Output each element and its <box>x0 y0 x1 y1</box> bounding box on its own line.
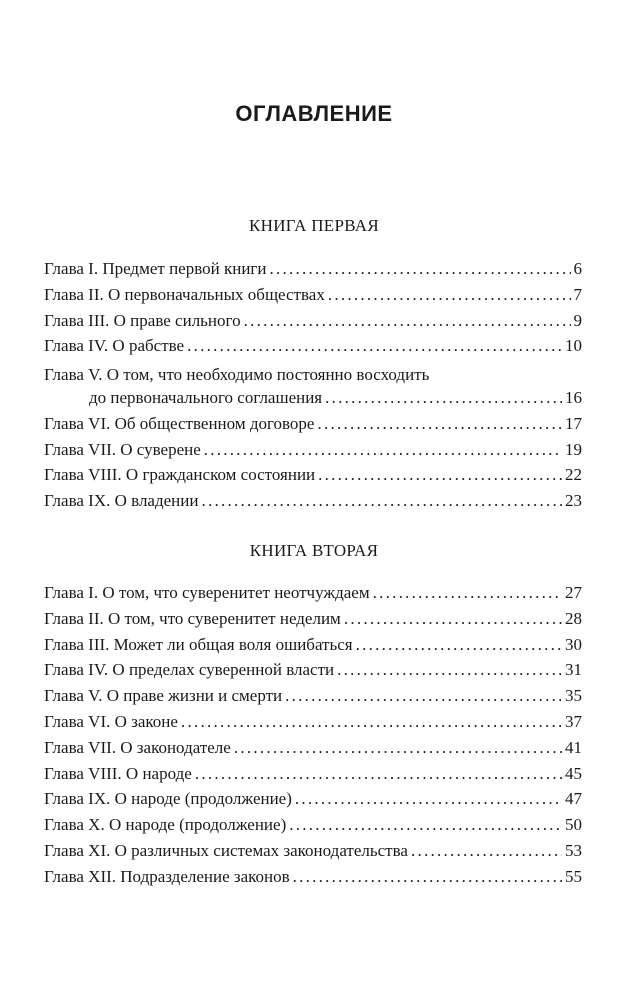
toc-entry-title-continuation: до первоначального соглашения <box>89 387 323 407</box>
toc-entry[interactable] <box>44 285 582 311</box>
toc-leader-dots <box>293 867 562 887</box>
toc-entry-page: 23 <box>565 491 582 511</box>
toc-entry-page: 10 <box>565 336 582 356</box>
toc-entry[interactable] <box>44 583 582 609</box>
toc-entry-title: Глава IX. О владении <box>44 491 199 511</box>
page-title: ОГЛАВЛЕНИЕ <box>235 100 393 126</box>
toc-entry[interactable] <box>44 336 582 362</box>
toc-entry-title: Глава I. Предмет первой книги <box>44 259 267 278</box>
toc-leader-dots <box>289 815 562 835</box>
toc-entry[interactable] <box>44 764 582 790</box>
toc-leader-dots <box>244 311 571 331</box>
book-one-heading: КНИГА ПЕРВАЯ <box>249 216 379 235</box>
toc-entry-page: 7 <box>573 284 582 304</box>
toc-entry-page: 47 <box>565 789 582 809</box>
toc-entry-title: Глава V. О том, что необходимо постоянно восходить <box>44 365 430 385</box>
toc-leader-dots <box>317 414 562 434</box>
toc-entry-title: Глава XI. О различных системах законодательства <box>44 840 408 860</box>
toc-entry[interactable] <box>44 414 582 440</box>
toc-entry-page: 50 <box>565 815 582 835</box>
toc-entry-page: 16 <box>565 387 582 407</box>
toc-entry-title: Глава I. О том, что суверенитет неотчуждаем <box>44 583 370 602</box>
toc-entry-title: Глава IX. О народе (продолжение) <box>44 789 292 809</box>
toc-leader-dots <box>325 388 562 408</box>
toc-entry[interactable] <box>44 259 582 285</box>
toc-entry[interactable] <box>44 712 582 738</box>
toc-entry-page: 22 <box>565 465 582 485</box>
book-two-heading: КНИГА ВТОРАЯ <box>249 541 379 560</box>
toc-leader-dots <box>201 491 562 511</box>
toc-leader-dots <box>187 336 562 356</box>
toc-entry-page: 41 <box>565 737 582 757</box>
toc-entry-title: Глава IV. О пределах суверенной власти <box>44 660 335 680</box>
toc-entry[interactable] <box>44 789 582 815</box>
toc-entry-title: Глава VI. О законе <box>44 711 178 731</box>
toc-entry[interactable] <box>44 609 582 635</box>
toc-entry[interactable] <box>44 440 582 466</box>
toc-entry-page: 28 <box>565 608 582 628</box>
toc-leader-dots <box>337 660 562 680</box>
toc-entry[interactable] <box>44 867 582 893</box>
toc-leader-dots <box>356 635 562 655</box>
toc-entry-title: Глава VI. Об общественном договоре <box>44 413 315 433</box>
toc-entry[interactable] <box>44 311 582 337</box>
toc-entry-page: 27 <box>565 583 582 602</box>
toc-entry[interactable] <box>44 686 582 712</box>
toc-leader-dots <box>270 259 571 279</box>
toc-entry[interactable] <box>44 738 582 764</box>
toc-entry[interactable] <box>44 660 582 686</box>
toc-entry-page: 31 <box>565 660 582 680</box>
toc-leader-dots <box>373 583 562 603</box>
toc-leader-dots <box>411 841 562 861</box>
toc-leader-dots <box>285 686 562 706</box>
toc-entry[interactable] <box>44 465 582 491</box>
toc-entry-title: Глава II. О первоначальных обществах <box>44 284 325 304</box>
toc-entry-title: Глава VIII. О народе <box>44 763 192 783</box>
toc-entry[interactable] <box>44 491 582 517</box>
toc-entry-title: Глава X. О народе (продолжение) <box>44 815 287 835</box>
toc-entry-page: 53 <box>565 840 582 860</box>
toc-entry-page: 30 <box>565 634 582 654</box>
toc-entry[interactable] <box>44 841 582 867</box>
toc-leader-dots <box>195 764 562 784</box>
toc-leader-dots <box>344 609 562 629</box>
toc-entry-title: Глава IV. О рабстве <box>44 336 185 356</box>
toc-entry-page: 19 <box>565 439 582 459</box>
toc-entry-title: Глава III. Может ли общая воля ошибаться <box>44 634 353 654</box>
toc-entry-title: Глава VII. О суверене <box>44 439 201 459</box>
toc-entry-page: 17 <box>565 413 582 433</box>
toc-leader-dots <box>295 789 562 809</box>
toc-entry[interactable] <box>44 815 582 841</box>
book-two-toc-list <box>44 583 582 893</box>
toc-entry-page: 55 <box>565 866 582 886</box>
toc-entry-title: Глава II. О том, что суверенитет неделим <box>44 608 341 628</box>
toc-entry-page: 6 <box>573 259 582 278</box>
toc-entry-continuation <box>44 388 582 414</box>
book-one-toc-list <box>44 259 582 517</box>
toc-leader-dots <box>181 712 562 732</box>
toc-entry-page: 35 <box>565 686 582 706</box>
toc-entry-title: Глава XII. Подразделение законов <box>44 866 290 886</box>
toc-leader-dots <box>328 285 571 305</box>
toc-entry[interactable] <box>44 362 582 414</box>
toc-entry-title: Глава VII. О законодателе <box>44 737 231 757</box>
toc-entry-title: Глава III. О праве сильного <box>44 310 241 330</box>
toc-entry-page: 45 <box>565 763 582 783</box>
toc-entry-page: 9 <box>573 310 582 330</box>
toc-entry-page: 37 <box>565 711 582 731</box>
toc-leader-dots <box>234 738 562 758</box>
toc-entry[interactable] <box>44 635 582 661</box>
toc-entry-title: Глава V. О праве жизни и смерти <box>44 686 283 706</box>
toc-entry-title: Глава VIII. О гражданском состоянии <box>44 465 316 485</box>
toc-leader-dots <box>318 465 562 485</box>
toc-leader-dots <box>204 440 562 460</box>
